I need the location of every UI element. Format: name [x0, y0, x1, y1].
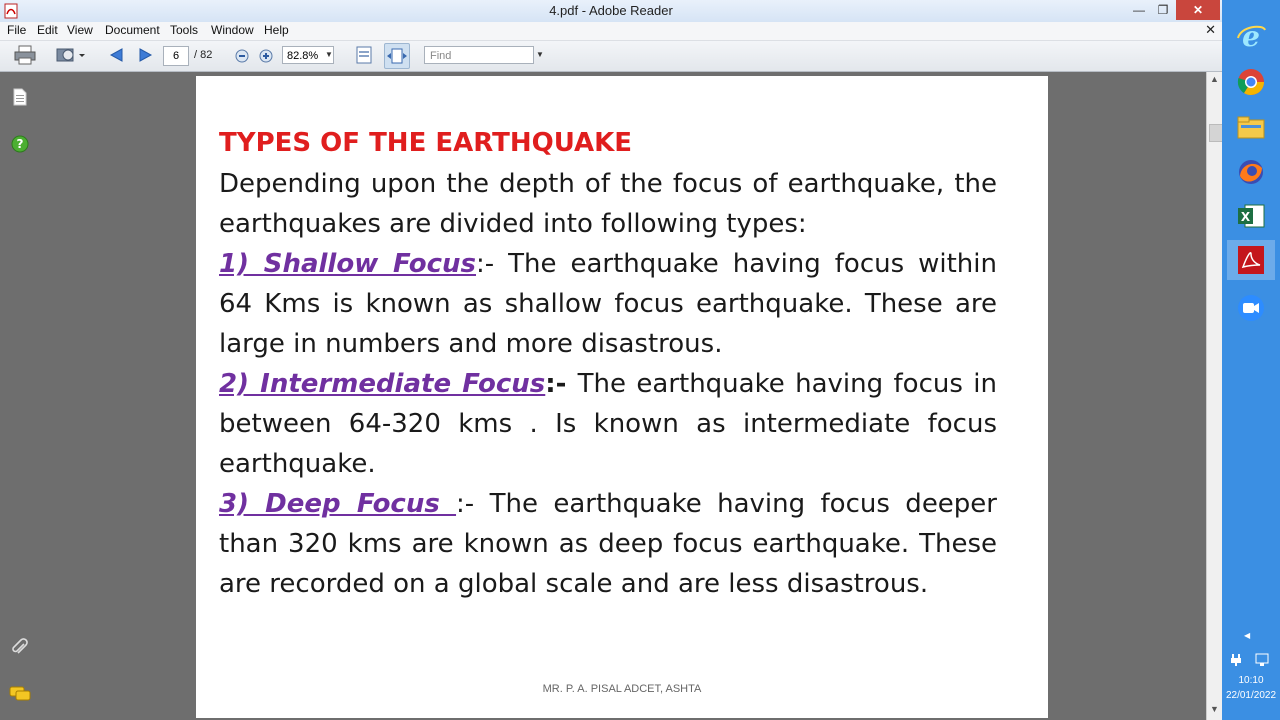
firefox-icon[interactable]: [1235, 156, 1267, 188]
power-plug-icon[interactable]: [1229, 653, 1243, 667]
scroll-down-icon[interactable]: ▼: [1210, 704, 1219, 714]
item-text: The earthquake having focus within 64 Kms is known as shallow focus earthquake. These are large in numbers and more disastrous.: [219, 249, 997, 359]
zoom-level-select[interactable]: 82.8%: [282, 46, 334, 64]
document-view[interactable]: [40, 72, 1206, 720]
page-heading: TYPES OF THE EARTHQUAKE: [219, 128, 633, 158]
vertical-scrollbar[interactable]: [1206, 72, 1223, 720]
svg-text:X: X: [1240, 210, 1251, 224]
title-bar: [0, 0, 1222, 23]
restore-button[interactable]: ❐: [1157, 3, 1169, 17]
pdf-page: [196, 76, 1048, 718]
previous-page-icon[interactable]: [106, 45, 126, 65]
file-explorer-icon[interactable]: [1235, 112, 1267, 144]
chrome-icon[interactable]: [1235, 66, 1267, 98]
navigation-pane: [0, 72, 40, 720]
item-text: The earthquake having focus deeper than 320 kms are known as deep focus earthquake. These are recorded on a global scale and are less disastrous.: [219, 489, 997, 599]
item-text: The earthquake having focus in between 64-320 kms . Is known as intermediate focus earthquake.: [219, 369, 997, 479]
menu-help[interactable]: Help: [264, 23, 289, 37]
item-label: 3) Deep Focus: [219, 489, 457, 519]
minimize-button[interactable]: —: [1133, 3, 1145, 17]
item-shallow-focus: [219, 244, 997, 364]
find-input[interactable]: Find: [424, 46, 534, 64]
menu-window[interactable]: Window: [211, 23, 254, 37]
adobe-reader-taskbar-button[interactable]: [1227, 240, 1275, 280]
find-dropdown-chevron-icon[interactable]: ▼: [536, 50, 544, 59]
page-total: / 82: [194, 49, 213, 61]
help-icon[interactable]: [11, 135, 29, 153]
item-deep-focus: [219, 484, 997, 604]
show-hidden-icons-chevron[interactable]: ◀: [1244, 631, 1251, 640]
menu-view[interactable]: View: [67, 23, 93, 37]
svg-text:e: e: [1242, 20, 1260, 52]
ie-icon[interactable]: [1235, 20, 1267, 52]
item-label: 1) Shallow Focus: [219, 249, 476, 279]
excel-icon[interactable]: [1235, 200, 1267, 232]
share-icon[interactable]: [55, 45, 87, 65]
item-separator: :-: [476, 249, 509, 279]
fit-page-icon[interactable]: [355, 45, 373, 65]
comments-icon[interactable]: [9, 685, 31, 703]
clock-time[interactable]: 10:10: [1238, 675, 1264, 686]
page-footer: MR. P. A. PISAL ADCET, ASHTA: [542, 683, 702, 695]
page-number-input[interactable]: 6: [163, 46, 189, 66]
menu-edit[interactable]: Edit: [37, 23, 58, 37]
item-separator: :-: [545, 369, 578, 399]
scroll-up-icon[interactable]: ▲: [1210, 74, 1219, 84]
toolbar: [0, 41, 1222, 72]
taskbar: [1222, 0, 1280, 720]
window-title: 4.pdf - Adobe Reader: [549, 3, 673, 18]
menu-document[interactable]: Document: [105, 23, 160, 37]
clock-date[interactable]: 22/01/2022: [1225, 690, 1277, 701]
close-document-icon[interactable]: ✕: [1205, 22, 1216, 37]
print-icon[interactable]: [14, 45, 36, 65]
item-separator: :-: [456, 489, 490, 519]
zoom-dropdown-chevron-icon[interactable]: ▼: [325, 50, 333, 59]
menu-tools[interactable]: Tools: [170, 23, 199, 37]
attachments-paperclip-icon[interactable]: [10, 638, 30, 658]
menu-bar: [0, 22, 1222, 41]
fit-width-icon: [385, 44, 409, 68]
item-label: 2) Intermediate Focus: [219, 369, 546, 399]
pages-panel-icon[interactable]: [12, 88, 28, 106]
zoom-out-icon[interactable]: [234, 48, 250, 64]
close-window-button[interactable]: ✕: [1176, 0, 1220, 20]
intro-paragraph: Depending upon the depth of the focus of earthquake, the earthquakes are divided into following types:: [219, 169, 997, 239]
svg-text:?: ?: [16, 137, 24, 151]
menu-file[interactable]: File: [7, 23, 27, 37]
zoom-in-icon[interactable]: [258, 48, 274, 64]
item-intermediate-focus: [219, 364, 997, 484]
network-icon[interactable]: [1255, 653, 1271, 667]
scrollbar-thumb[interactable]: [1209, 124, 1223, 142]
fit-width-button[interactable]: [384, 43, 410, 69]
next-page-icon[interactable]: [136, 45, 156, 65]
zoom-icon[interactable]: [1235, 292, 1267, 324]
page-content: [219, 128, 997, 604]
adobe-reader-icon: [1236, 244, 1266, 276]
